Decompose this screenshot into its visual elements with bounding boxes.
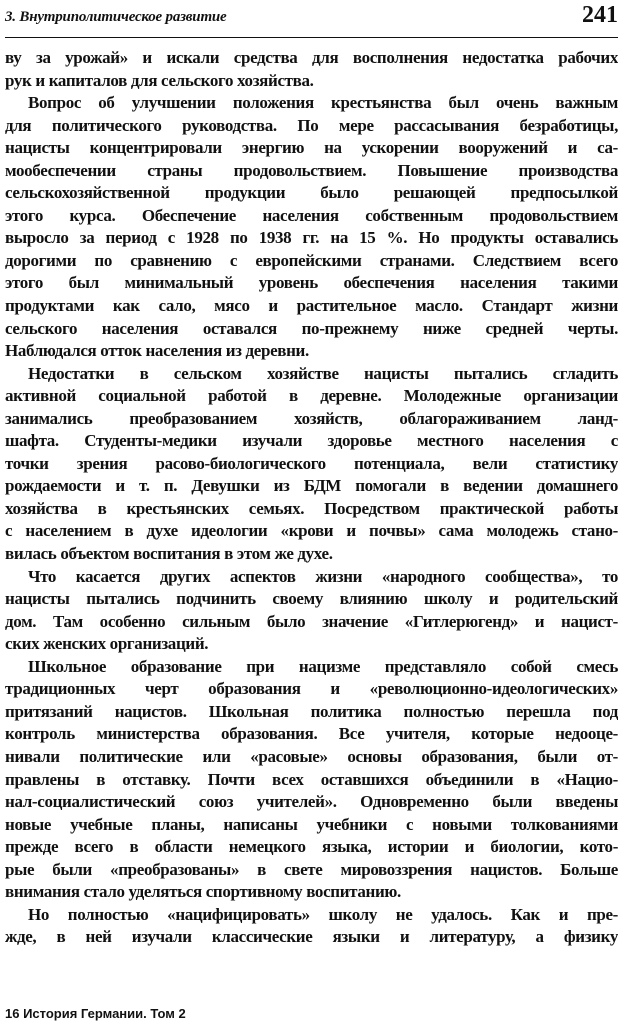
text-line: сельскохозяйственной продукции было решающей предпосылкой bbox=[5, 183, 618, 203]
text-line: для политического руководства. По мере рассасывания безработицы, bbox=[5, 115, 618, 135]
text-line: Наблюдался отток населения из деревни. bbox=[5, 341, 309, 361]
text-line: сельского населения оставался по-прежнему ниже средней черты. bbox=[5, 318, 618, 338]
text-line: шафта. Студенты-медики изучали здоровье местного населения с bbox=[5, 431, 618, 451]
text-line: новые учебные планы, написаны учебники с новыми толкованиями bbox=[5, 814, 618, 834]
text-line: правлены в отставку. Почти всех оставшихся объединили в «Нацио- bbox=[5, 769, 618, 789]
text-line: дом. Там особенно сильным было значение «Гитлерюгенд» и нацист- bbox=[5, 611, 618, 631]
text-line: занимались преобразованием хозяйств, облагораживанием ланд- bbox=[5, 408, 618, 428]
text-line: Но полностью «нацифицировать» школу не удалось. Как и пре- bbox=[28, 904, 618, 924]
text-line: выросло за период с 1928 по 1938 гг. на 15 %. Но продукты оставались bbox=[5, 228, 618, 248]
text-line: ву за урожай» и искали средства для восполнения недостатка рабочих bbox=[5, 48, 618, 67]
text-line: рук и капиталов для сельского хозяйства. bbox=[5, 70, 314, 90]
page-header bbox=[5, 0, 618, 38]
text-line: нивали политические или «расовые» основы образования, были от- bbox=[5, 746, 618, 766]
text-line: рые были «преобразованы» в свете мировоззрения нацистов. Больше bbox=[5, 859, 618, 879]
text-line: точки зрения расово-биологического потенциала, вели статистику bbox=[5, 453, 618, 473]
text-line: контроль министерства образования. Все учителя, которые недооце- bbox=[5, 724, 618, 744]
page-footer: 16 История Германии. Том 2 bbox=[5, 1006, 186, 1021]
text-line: внимания стало уделяться спортивному воспитанию. bbox=[5, 882, 401, 902]
text-line: Вопрос об улучшении положения крестьянства был очень важным bbox=[28, 93, 618, 113]
text-line: продуктами как сало, мясо и растительное масло. Стандарт жизни bbox=[5, 296, 618, 316]
text-line: жде, в ней изучали классические языки и литературу, а физику bbox=[5, 927, 618, 947]
text-line: с населением в духе идеологии «крови и почвы» сама молодежь стано- bbox=[5, 521, 618, 541]
text-line: Что касается других аспектов жизни «народного сообщества», то bbox=[28, 566, 618, 586]
text-line: нацисты пытались подчинить своему влиянию школу и родительский bbox=[5, 589, 618, 609]
text-line: традиционных черт образования и «революционно-идеологических» bbox=[5, 679, 618, 699]
text-line: хозяйства в крестьянских семьях. Посредством практической работы bbox=[5, 498, 618, 518]
text-line: прежде всего в области немецкого языка, истории и биологии, кото- bbox=[5, 837, 618, 857]
text-line: притязаний нацистов. Школьная политика полностью перешла под bbox=[5, 701, 618, 721]
text-line: рождаемости и т. п. Девушки из БДМ помогали в ведении домашнего bbox=[5, 476, 618, 496]
text-line: вилась объектом воспитания в этом же духе. bbox=[5, 544, 333, 564]
text-line: Недостатки в сельском хозяйстве нацисты пытались сгладить bbox=[28, 363, 618, 383]
text-line: дорогими по сравнению с европейскими странами. Следствием всего bbox=[5, 250, 618, 270]
text-line: ских женских организаций. bbox=[5, 634, 209, 654]
text-line: этого был минимальный уровень обеспечения населения такими bbox=[5, 273, 618, 293]
text-line: этого курса. Обеспечение населения собственным продовольствием bbox=[5, 205, 618, 225]
text-line: Школьное образование при нацизме представляло собой смесь bbox=[28, 656, 618, 676]
text-line: мообеспечении страны продовольствием. Повышение производства bbox=[5, 160, 618, 180]
body-text bbox=[5, 47, 618, 949]
section-title: 3. Внутриполитическое развитие bbox=[5, 9, 227, 25]
text-line: активной социальной работой в деревне. Молодежные организации bbox=[5, 386, 618, 406]
page-number: 241 bbox=[582, 2, 618, 28]
text-line: нал-социалистический союз учителей». Одновременно были введены bbox=[5, 792, 618, 812]
text-line: нацисты концентрировали энергию на ускорении вооружений и са- bbox=[5, 138, 618, 158]
